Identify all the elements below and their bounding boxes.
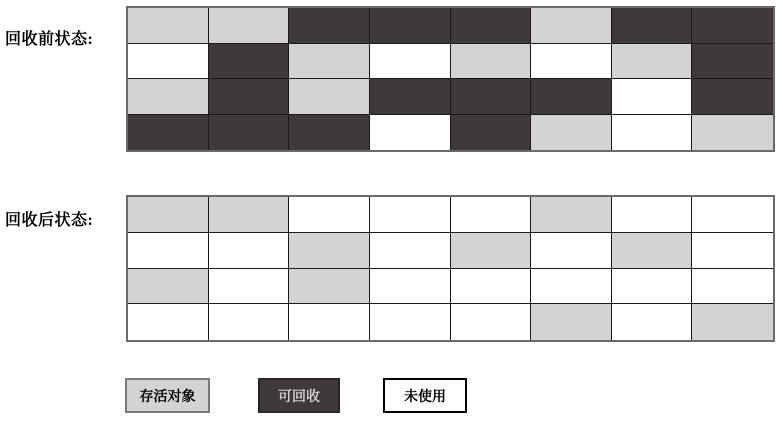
after-state-label: 回收后状态: (5, 212, 94, 229)
memory-cell-unused (531, 44, 612, 80)
memory-cell-unused (612, 269, 693, 305)
memory-cell-unused (692, 269, 773, 305)
memory-cell-reclaimable (289, 8, 370, 44)
memory-cell-reclaimable (209, 44, 290, 80)
after-state-grid (126, 195, 775, 342)
memory-cell-unused (209, 304, 290, 340)
memory-cell-reclaimable (289, 115, 370, 151)
memory-cell-reclaimable (451, 8, 532, 44)
memory-cell-live (209, 197, 290, 233)
memory-cell-reclaimable (612, 8, 693, 44)
memory-cell-live (289, 44, 370, 80)
memory-cell-reclaimable (209, 115, 290, 151)
memory-cell-live (531, 115, 612, 151)
memory-cell-unused (692, 197, 773, 233)
memory-cell-live (692, 304, 773, 340)
memory-cell-unused (692, 233, 773, 269)
memory-cell-unused (370, 197, 451, 233)
legend-unused: 未使用 (383, 378, 467, 413)
memory-cell-live (128, 197, 209, 233)
memory-cell-unused (209, 233, 290, 269)
memory-cell-reclaimable (451, 115, 532, 151)
memory-cell-unused (370, 304, 451, 340)
memory-cell-unused (612, 197, 693, 233)
before-state-label: 回收前状态: (5, 31, 94, 48)
memory-cell-unused (289, 304, 370, 340)
memory-cell-unused (128, 44, 209, 80)
memory-cell-unused (531, 233, 612, 269)
legend-reclaimable: 可回收 (258, 378, 340, 413)
memory-cell-unused (451, 269, 532, 305)
memory-cell-reclaimable (692, 79, 773, 115)
memory-cell-unused (612, 115, 693, 151)
memory-cell-unused (209, 269, 290, 305)
memory-cell-reclaimable (692, 8, 773, 44)
memory-cell-reclaimable (451, 79, 532, 115)
memory-cell-live (451, 44, 532, 80)
before-state-grid (126, 6, 775, 152)
memory-cell-reclaimable (531, 79, 612, 115)
memory-cell-unused (370, 233, 451, 269)
memory-cell-reclaimable (370, 79, 451, 115)
memory-cell-live (451, 233, 532, 269)
memory-cell-live (209, 8, 290, 44)
memory-cell-unused (289, 197, 370, 233)
memory-cell-live (128, 8, 209, 44)
memory-cell-unused (451, 197, 532, 233)
memory-cell-reclaimable (692, 44, 773, 80)
memory-cell-unused (370, 44, 451, 80)
memory-cell-reclaimable (370, 8, 451, 44)
memory-cell-live (692, 115, 773, 151)
memory-cell-live (531, 8, 612, 44)
memory-cell-live (531, 197, 612, 233)
legend-live: 存活对象 (125, 378, 210, 413)
memory-cell-unused (612, 304, 693, 340)
memory-cell-reclaimable (128, 115, 209, 151)
memory-cell-reclaimable (209, 79, 290, 115)
memory-cell-live (612, 44, 693, 80)
memory-cell-unused (451, 304, 532, 340)
memory-cell-unused (612, 79, 693, 115)
memory-cell-live (128, 269, 209, 305)
legend (0, 378, 783, 413)
memory-cell-unused (370, 269, 451, 305)
memory-cell-live (128, 79, 209, 115)
memory-cell-live (289, 79, 370, 115)
memory-cell-live (289, 233, 370, 269)
memory-cell-live (531, 304, 612, 340)
memory-cell-live (612, 233, 693, 269)
memory-cell-unused (531, 269, 612, 305)
memory-cell-unused (128, 233, 209, 269)
memory-cell-unused (370, 115, 451, 151)
memory-cell-live (289, 269, 370, 305)
memory-cell-unused (128, 304, 209, 340)
